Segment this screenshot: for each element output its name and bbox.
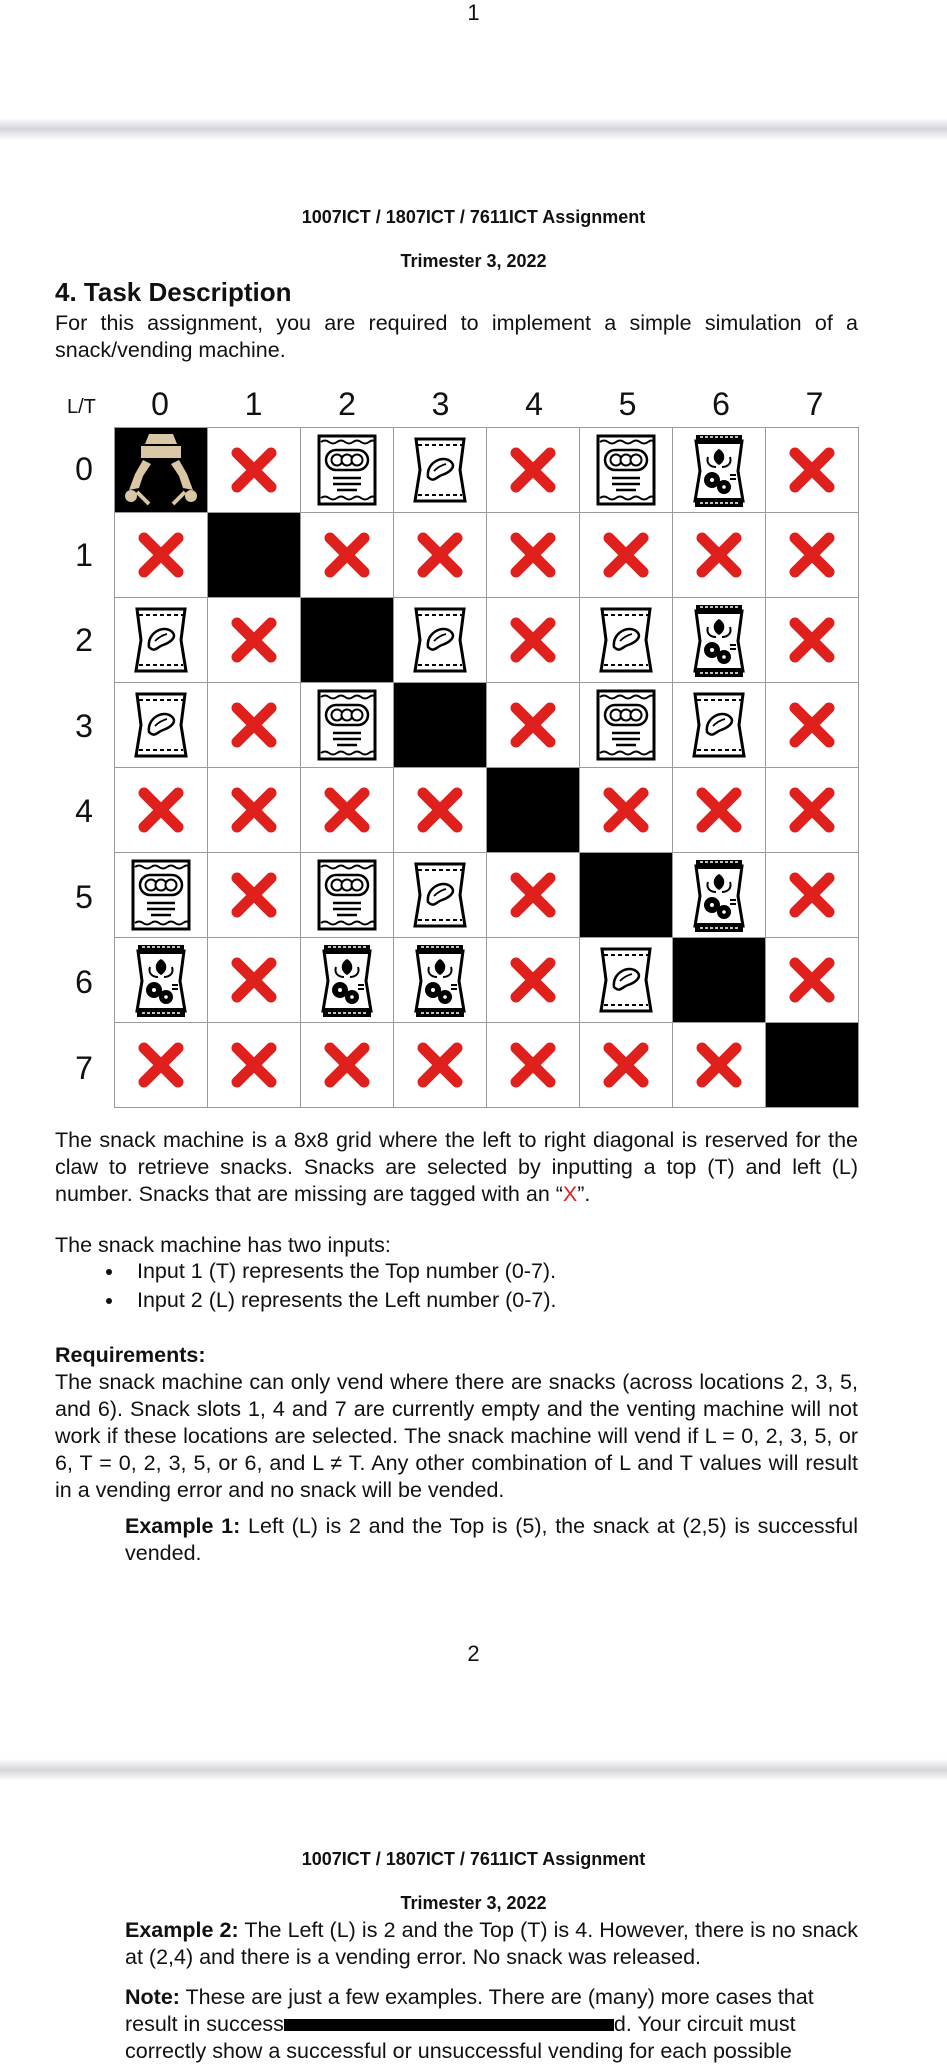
missing-x-icon <box>208 614 300 666</box>
missing-x-icon <box>766 444 858 496</box>
grid-cell <box>766 853 859 938</box>
input-item: • Input 2 (L) represents the Left number (0-7). <box>125 1286 905 1315</box>
grid-cell <box>580 768 673 853</box>
cookie-bag-icon <box>394 941 486 1019</box>
missing-x-icon <box>301 529 393 581</box>
chips-bag-icon <box>673 688 765 762</box>
grid-cell <box>115 853 208 938</box>
cookie-bag-icon <box>301 941 393 1019</box>
example-2-text: The Left (L) is 2 and the Top (T) is 4. However, there is no snack at (2,4) and there is a vending error. No snack was released. <box>125 1918 858 1969</box>
note-label: Note: <box>125 1985 180 2009</box>
grid-cell <box>301 938 394 1023</box>
grid-cell <box>580 853 673 938</box>
grid-cell <box>766 513 859 598</box>
grid-cell <box>208 1023 301 1108</box>
grid-row <box>115 853 859 938</box>
requirements-heading: Requirements: <box>55 1343 206 1367</box>
inputs-intro: The snack machine has two inputs: <box>55 1233 391 1257</box>
cookie-bag-icon <box>115 941 207 1019</box>
grid-cell <box>115 683 208 768</box>
grid-cell <box>394 598 487 683</box>
grid-cell <box>487 598 580 683</box>
missing-x-icon <box>487 529 579 581</box>
example-1-label: Example 1: <box>125 1514 241 1538</box>
grid-cell <box>115 1023 208 1108</box>
grid-cell <box>115 768 208 853</box>
column-label: 5 <box>618 386 637 422</box>
missing-x-icon <box>115 529 207 581</box>
biscuit-packet-icon <box>301 857 393 933</box>
grid-row <box>115 683 859 768</box>
missing-x-icon <box>487 444 579 496</box>
grid-cell <box>208 768 301 853</box>
chips-bag-icon <box>394 433 486 507</box>
missing-x-icon <box>766 614 858 666</box>
missing-x-icon <box>394 784 486 836</box>
page-separator <box>0 1759 947 1781</box>
row-label: 4 <box>75 793 93 829</box>
biscuit-packet-icon <box>580 687 672 763</box>
missing-x-icon <box>580 1039 672 1091</box>
row-label: 6 <box>75 964 93 1000</box>
grid-row <box>115 513 859 598</box>
row-label: 5 <box>75 878 93 915</box>
missing-x-icon <box>766 784 858 836</box>
requirements-text: The snack machine can only vend where there are snacks (across locations 2, 3, 5, and 6). Snack slots 1, 4 and 7 are currently empty and the venting machine will not work if these locations are selected. The snack machine will vend if L = 0, 2, 3, 5, or 6, T = 0, 2, 3, 5, or 6, and L ≠ T. Any other combination of L and T values will result in a vending error and no snack will be vended. <box>55 1370 858 1502</box>
grid-cell <box>766 598 859 683</box>
grid-cell <box>580 428 673 513</box>
missing-x-icon <box>673 784 765 836</box>
chips-bag-icon <box>394 858 486 932</box>
page-number: 1 <box>467 0 480 25</box>
grid-cell <box>673 768 766 853</box>
missing-x-icon <box>766 869 858 921</box>
biscuit-packet-icon <box>115 857 207 933</box>
missing-x-icon <box>394 529 486 581</box>
grid-cell <box>487 683 580 768</box>
column-label: 4 <box>525 386 543 422</box>
grid-cell <box>766 428 859 513</box>
grid-cell <box>673 513 766 598</box>
missing-x-icon <box>301 784 393 836</box>
grid-cell <box>115 513 208 598</box>
grid-cell <box>394 938 487 1023</box>
grid-cell <box>673 853 766 938</box>
grid-cell <box>580 513 673 598</box>
grid-cell <box>673 428 766 513</box>
grid-cell <box>208 428 301 513</box>
grid-cell <box>301 1023 394 1108</box>
header-course: 1007ICT / 1807ICT / 7611ICT Assignment <box>301 1849 646 1869</box>
redaction-mark <box>284 2019 614 2031</box>
missing-x-icon <box>487 614 579 666</box>
missing-x-icon <box>766 529 858 581</box>
note-line-3: correctly show a successful or unsuccessful vending for each possible <box>125 2039 792 2063</box>
cookie-bag-icon <box>673 856 765 934</box>
grid-row <box>115 428 859 513</box>
missing-x-icon <box>208 869 300 921</box>
missing-x-icon <box>487 699 579 751</box>
biscuit-packet-icon <box>301 687 393 763</box>
grid-cell <box>673 1023 766 1108</box>
input-item: • Input 1 (T) represents the Top number (0-7). <box>125 1257 905 1286</box>
grid-cell <box>394 853 487 938</box>
page-separator <box>0 118 947 140</box>
grid-cell <box>115 938 208 1023</box>
missing-x-icon <box>766 954 858 1006</box>
chips-bag-icon <box>115 603 207 677</box>
grid-cell <box>487 513 580 598</box>
grid-cell <box>208 598 301 683</box>
missing-x-icon <box>208 784 300 836</box>
grid-cell <box>580 598 673 683</box>
missing-x-icon <box>487 954 579 1006</box>
description-end: ”. <box>577 1182 591 1206</box>
column-label: 0 <box>151 386 169 422</box>
intro-paragraph: For this assignment, you are required to implement a simple simulation of a snack/vending machine. <box>55 311 858 362</box>
grid-cell <box>766 938 859 1023</box>
grid-cell <box>394 428 487 513</box>
row-label: 2 <box>75 622 93 658</box>
example-2 <box>125 1917 858 1971</box>
missing-x-icon <box>487 1039 579 1091</box>
row-label: 1 <box>75 536 93 573</box>
missing-x-icon <box>394 1039 486 1091</box>
chips-bag-icon <box>580 603 672 677</box>
example-1 <box>125 1513 858 1567</box>
missing-x-icon <box>115 784 207 836</box>
grid-cell <box>115 428 208 513</box>
grid-cell <box>208 938 301 1023</box>
missing-x-marker: X <box>562 1182 578 1206</box>
grid-cell <box>673 598 766 683</box>
missing-x-icon <box>673 1039 765 1091</box>
grid-cell <box>766 683 859 768</box>
cookie-bag-icon <box>673 431 765 509</box>
biscuit-packet-icon <box>301 432 393 508</box>
missing-x-icon <box>766 699 858 751</box>
missing-x-icon <box>208 954 300 1006</box>
description-text: The snack machine is a 8x8 grid where the left to right diagonal is reserved for the claw to retrieve snacks. Snacks are selected by inputting a top (T) and left (L) number. Snacks that are missing are tagged with an “ <box>55 1128 858 1206</box>
grid-cell <box>673 938 766 1023</box>
grid-cell <box>487 428 580 513</box>
column-label: 1 <box>244 386 263 422</box>
grid-cell <box>487 938 580 1023</box>
grid-cell <box>115 598 208 683</box>
chips-bag-icon <box>115 688 207 762</box>
column-label: 7 <box>805 386 824 422</box>
page-number: 2 <box>467 1641 480 1666</box>
grid-cell <box>301 513 394 598</box>
chips-bag-icon <box>580 943 672 1017</box>
grid-cell <box>580 1023 673 1108</box>
grid-description <box>55 1127 858 1208</box>
grid-cell <box>301 598 394 683</box>
note-line-2-end: d. Your circuit must <box>613 2012 796 2036</box>
snack-grid <box>114 427 859 1108</box>
missing-x-icon <box>580 784 672 836</box>
example-1-text: Left (L) is 2 and the Top is (5), the snack at (2,5) is successful vended. <box>125 1514 859 1565</box>
grid-cell <box>673 683 766 768</box>
header-course: 1007ICT / 1807ICT / 7611ICT Assignment <box>301 207 646 227</box>
grid-cell <box>208 513 301 598</box>
missing-x-icon <box>208 1039 300 1091</box>
note <box>125 1984 858 2065</box>
grid-cell <box>394 1023 487 1108</box>
header-term: Trimester 3, 2022 <box>400 251 547 271</box>
note-text: These are just a few examples. There are (many) more cases that <box>179 1985 814 2009</box>
grid-cell <box>580 683 673 768</box>
grid-row <box>115 938 859 1023</box>
grid-row <box>115 598 859 683</box>
missing-x-icon <box>673 529 765 581</box>
missing-x-icon <box>301 1039 393 1091</box>
missing-x-icon <box>487 869 579 921</box>
missing-x-icon <box>115 1039 207 1091</box>
row-label: 3 <box>75 707 93 744</box>
column-label: 2 <box>338 386 356 422</box>
inputs-list <box>55 1257 905 1315</box>
missing-x-icon <box>208 699 300 751</box>
grid-cell <box>580 938 673 1023</box>
grid-cell <box>208 853 301 938</box>
header-term: Trimester 3, 2022 <box>400 1893 547 1913</box>
note-line-2-start: result in success <box>125 2012 284 2036</box>
grid-cell <box>301 768 394 853</box>
claw-icon <box>115 430 207 510</box>
grid-cell <box>301 683 394 768</box>
column-label: 6 <box>712 386 730 422</box>
grid-cell <box>301 428 394 513</box>
grid-cell <box>394 683 487 768</box>
row-label: 7 <box>75 1049 93 1086</box>
grid-cell <box>208 683 301 768</box>
biscuit-packet-icon <box>580 432 672 508</box>
grid-cell <box>394 768 487 853</box>
grid-cell <box>766 1023 859 1108</box>
grid-cell <box>487 768 580 853</box>
grid-cell <box>766 768 859 853</box>
grid-cell <box>301 853 394 938</box>
grid-row <box>115 1023 859 1108</box>
chips-bag-icon <box>394 603 486 677</box>
grid-cell <box>487 853 580 938</box>
row-label: 0 <box>75 451 93 487</box>
example-2-label: Example 2: <box>125 1918 239 1942</box>
cookie-bag-icon <box>673 601 765 679</box>
missing-x-icon <box>580 529 672 581</box>
section-title: 4. Task Description <box>55 277 292 307</box>
column-label: 3 <box>431 386 450 422</box>
grid-cell <box>394 513 487 598</box>
grid-row <box>115 768 859 853</box>
grid-cell <box>487 1023 580 1108</box>
grid-corner-label: L/T <box>67 396 96 418</box>
missing-x-icon <box>208 444 300 496</box>
